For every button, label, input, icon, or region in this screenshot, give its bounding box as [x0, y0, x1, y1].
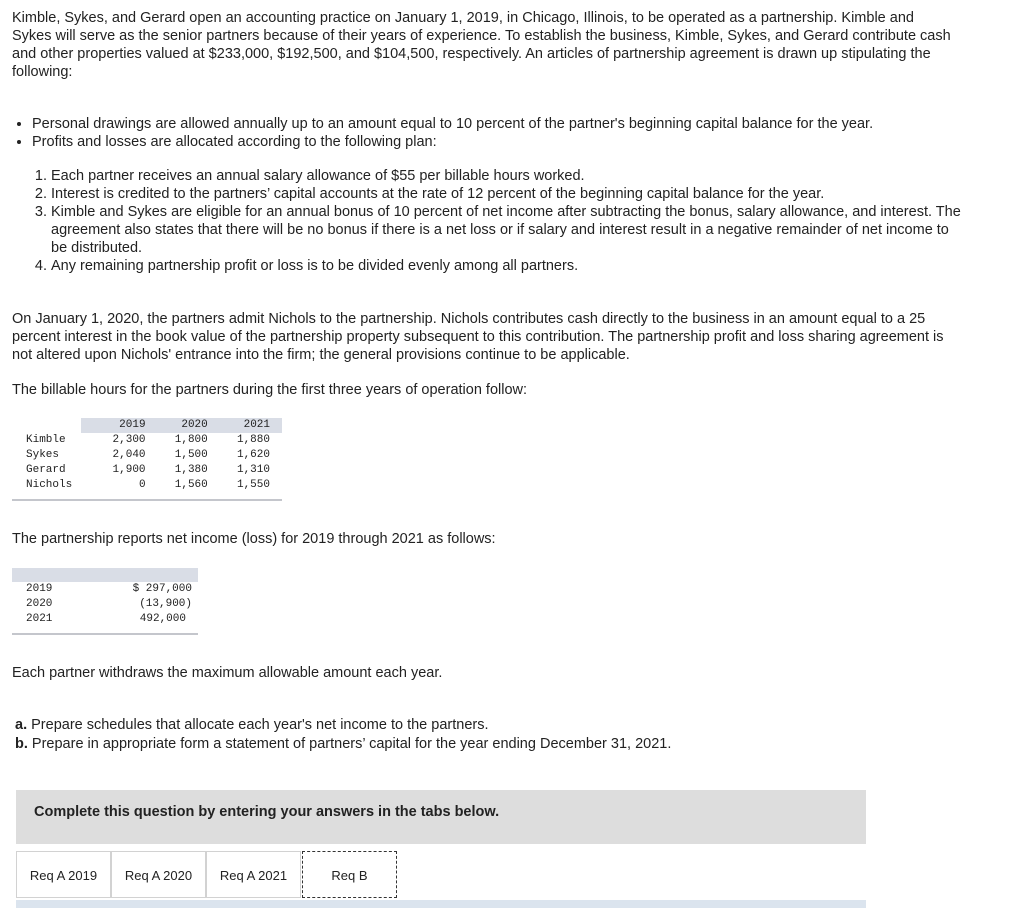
table-row [12, 478, 282, 493]
partner-name: Gerard [26, 464, 66, 476]
hours-cell: 1,800 [174, 434, 208, 446]
tab-req-a-2019[interactable]: Req A 2019 [16, 851, 111, 898]
tab-req-b[interactable]: Req B [302, 851, 397, 898]
requirement-a [15, 716, 489, 734]
hours-cell: 1,500 [174, 449, 208, 461]
tabs-underline [16, 900, 866, 908]
tab-req-a-2020[interactable]: Req A 2020 [111, 851, 206, 898]
tab-req-a-2021[interactable]: Req A 2021 [206, 851, 301, 898]
table-row [12, 582, 198, 597]
hours-cell: 2,300 [112, 434, 146, 446]
bullet-profit-plan: • Profits and losses are allocated according to the following plan: [32, 133, 982, 151]
income-year: 2020 [26, 598, 53, 610]
instructions-banner [16, 790, 866, 844]
requirement-tabs [16, 851, 866, 909]
bullet-drawings: • Personal drawings are allowed annually up to an amount equal to 10 percent of the partner's beginning capital balance for the year. [32, 115, 982, 133]
hours-cell: 1,310 [236, 464, 270, 476]
hours-cell: 0 [138, 479, 146, 491]
income-amount: (13,900) [139, 598, 192, 610]
income-year: 2019 [26, 583, 53, 595]
hours-intro: The billable hours for the partners during the first three years of operation follow: [12, 382, 528, 398]
admission-paragraph: On January 1, 2020, the partners admit Nichols to the partnership. Nichols contributes cash directly to the business in an amount equal to a 25 percent interest in the book value of the partnership property subsequent to this contribution. The partnership profit and loss sharing agreement is not altered upon Nichols' entrance into the firm; the general provisions continue to be applicable. [12, 311, 944, 363]
partner-name: Kimble [26, 434, 66, 446]
table-row [12, 612, 198, 627]
hours-cell: 1,880 [236, 434, 270, 446]
table-row [12, 433, 282, 448]
hours-cell: 1,900 [112, 464, 146, 476]
requirement-a-text: Prepare schedules that allocate each year's net income to the partners. [31, 717, 489, 733]
requirement-b-text: Prepare in appropriate form a statement of partners’ capital for the year ending December 31, 2021. [31, 736, 672, 752]
income-amount: 492,000 [139, 613, 186, 625]
hours-cell: 2,040 [112, 449, 146, 461]
table-bottom-rule [12, 627, 198, 634]
hours-year-header: 2021 [208, 418, 282, 433]
billable-hours-table [12, 418, 282, 501]
plan-item-interest: 2. Interest is credited to the partners’ capital accounts at the rate of 12 percent of the beginning capital balance for the year. [51, 185, 961, 203]
intro-paragraph: Kimble, Sykes, and Gerard open an accounting practice on January 1, 2019, in Chicago, Illinois, to be operated as a partnership. Kimble and Sykes will serve as the senior partners because of their years of experience. To establish the business, Kimble, Sykes, and Gerard contribute cash and other properties valued at $233,000, $192,500, and $104,500, respectively. An articles of partnership agreement is drawn up stipulating the following: [12, 10, 951, 80]
table-bottom-rule [12, 493, 282, 500]
plan-item-remainder: 4. Any remaining partnership profit or loss is to be divided evenly among all partners. [51, 257, 961, 275]
table-row [12, 448, 282, 463]
allocation-plan-list [32, 167, 961, 275]
instructions-text: Complete this question by entering your answers in the tabs below. [34, 804, 500, 820]
hours-cell: 1,380 [174, 464, 208, 476]
withdraw-statement: Each partner withdraws the maximum allowable amount each year. [12, 665, 443, 681]
income-amount: $ 297,000 [132, 583, 192, 595]
hours-year-header: 2019 [81, 418, 145, 433]
plan-item-salary: 1. Each partner receives an annual salary allowance of $55 per billable hours worked. [51, 167, 961, 185]
requirement-a-label: a. [15, 717, 28, 733]
table-row [12, 597, 198, 612]
hours-cell: 1,620 [236, 449, 270, 461]
table-row [12, 463, 282, 478]
income-intro: The partnership reports net income (loss) for 2019 through 2021 as follows: [12, 531, 496, 547]
net-income-table [12, 568, 198, 635]
hours-cell: 1,560 [174, 479, 208, 491]
partner-name: Sykes [26, 449, 60, 461]
hours-year-header: 2020 [146, 418, 208, 433]
agreement-bullets [12, 115, 982, 151]
requirement-b-label: b. [15, 736, 28, 752]
partner-name: Nichols [26, 479, 73, 491]
income-year: 2021 [26, 613, 53, 625]
plan-item-bonus: 3. Kimble and Sykes are eligible for an annual bonus of 10 percent of net income after subtracting the bonus, salary allowance, and interest. The agreement also states that there will be no bonus if there is a net loss or if salary and interest result in a negative remainder of net income to be distributed. [51, 203, 961, 257]
hours-cell: 1,550 [236, 479, 270, 491]
requirement-b [15, 735, 671, 753]
